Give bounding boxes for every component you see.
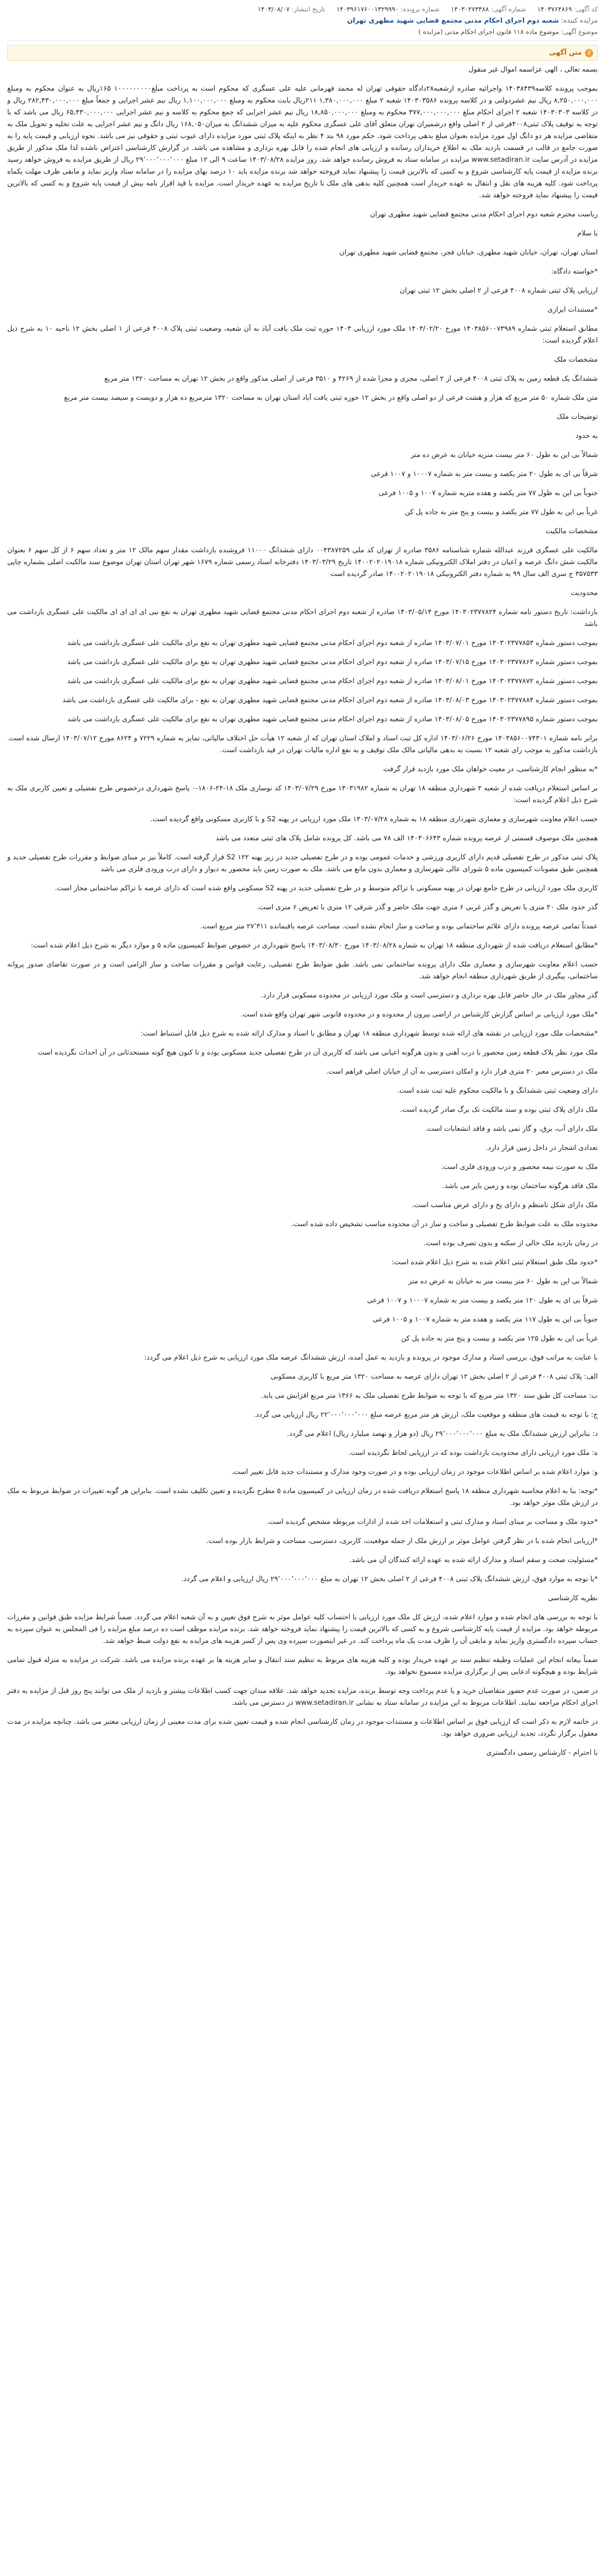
ad-paragraph: *به منظور انجام کارشناسی، در معیت خواهان ملک مورد بازدید قرار گرفت: [383, 765, 598, 773]
ad-paragraph: جنوباً بی این به طول ۷۷ متر یکصد و هفده متریه شماره ۱۰۰۷ و ۱۰۰۵ فرعی: [378, 489, 598, 497]
ad-paragraph: شرقاً بی ای به طول ۱۲۰ متر یکصد و بیست متر به شماره ۱۰۰۰۷ و ۱۰۰۷ فرعی: [367, 1296, 598, 1304]
ad-paragraph: بازداشت: تاریخ دستور نامه شماره ۱۴۰۳۰۲۳۷۷۸۲۴ مورخ ۱۴۰۳/۰۵/۱۴ صادره از شعبه دوم اجرای احکام مدنی مجتمع قضایی شهید مطهری تهران به نفع نبی ای ای ای ای مالکیت علی عسگری بازداشت می باشد: [7, 608, 598, 628]
ad-paragraph: ملک دارای آب، برق، و گاز نمی باشد و فاقد انشعابات است.: [425, 1125, 598, 1133]
ad-text-section-title: متن آگهی: [549, 49, 582, 57]
ad-text-body: [7, 64, 598, 1759]
ad-paragraph: بر اساس استعلام دریافت شده از شعبه ۲ شهرداری منطقه ۱۸ تهران به شماره ۱۴۰۳۱۹۸۲ مورخ ۱۴۰۳/۰۷/۲۹ کد نوسازی ملک ۱۸-۲۴-۱۸۰۶-۰ پاسخ شهرداری درخصوص طرح تفضیلی و تعیین کاربری ملک به شرح ذیل اعلام گردیده است:: [7, 784, 598, 804]
ad-paragraph: شمالاً بی این به طول ۶۰ متر بیست متر به خیابان به عرض ده متر: [408, 1277, 598, 1285]
ad-paragraph: *مسئولیت صحت و سقم اسناد و مدارک ارائه شده به عهده ارائه کنندگان آن می باشد.: [349, 1556, 598, 1564]
ad-paragraph: *ملک مورد ارزیابی بر اساس گزارش کارشناس در اراضی بیرون از محدوده و در محدوده قانونی شهر تهران واقع شده است.: [240, 1010, 598, 1019]
ad-meta-row: [7, 4, 598, 14]
info-icon: i: [585, 49, 593, 57]
ad-paragraph: د: بنابراین ارزش ششدانگ ملک به مبلغ ۲۹٬۰۰۰٬۰۰۰٬۰۰۰ ریال (دو هزار و نهصد میلیارد ریال) اعلام می گردد.: [287, 1430, 598, 1438]
ad-paragraph: در ضمن، در صورت عدم حضور متقاضیان خرید و یا عدم پرداخت وجه توسط برنده، مزایده تجدید خواهد شد. علاقه مندان جهت کسب اطلاعات بیشتر و بازدید از ملک می توانند پنج روز قبل از مزایده به دفتر اجرای احکام مراجعه نمایند. اطلاعات مربوط به این مزایده در سامانه ستاد به نشانی www.setadiran.ir در دسترس می باشد.: [7, 1687, 598, 1707]
ad-paragraph: *حدود ملک و مساحت بر مبنای اسناد و مدارک ثبتی و استعلامات اخذ شده از ادارات مربوطه مشخص گردیده است.: [266, 1518, 598, 1526]
ad-paragraph: همچنین ملک موصوف قسمتی از عرصه پرونده شماره ۱۴۰۳۰۶۶۴۳ الف ۷۸ می باشد. کل پرونده شامل پلاک های ثبتی متعدد می باشد: [215, 834, 598, 842]
ad-paragraph: شرقاً بی ای به طول ۲۰ متر یکصد و بیست متر به شماره ۱۰۰۰۷ و ۱۰۰۷ فرعی: [371, 470, 598, 478]
ad-paragraph: بموجب دستور شماره ۱۴۰۳۰۲۳۷۷۸۵۳ مورخ ۱۴۰۳/۰۷/۰۱ صادره از شعبه دوم اجرای احکام مدنی مجتمع قضایی شهید مطهری تهران به نفع برای مالکیت علی عسگری بازداشت می باشد: [67, 639, 598, 647]
ad-paragraph: *توجه: بنا به اعلام محاسبه شهرداری منطقه ۱۸ پاسخ استعلام دریافت شده در زمان ارزیابی در کمیسیون ماده ۵ مطرح نگردیده و تعیین تکلیف نشده است. بنابراین هر گونه تغییرات در ضوابط مربوط به ملک در ارزش ملک موثر خواهد بود.: [7, 1487, 598, 1507]
ad-paragraph: *ارزیابی انجام شده با در نظر گرفتن عوامل موثر بر ارزش ملک از جمله موقعیت، کاربری، دسترسی، مساحت و شرایط بازار بوده است.: [206, 1537, 598, 1545]
tender-number-label: شماره پرونده:: [400, 5, 440, 13]
ad-paragraph: الف: پلاک ثبتی ۴۰۰۸ فرعی از ۲ اصلی بخش ۱۲ تهران دارای عرصه به مساحت ۱۳۲۰ متر مربع با کاربری مسکونی: [271, 1372, 598, 1381]
ad-paragraph: ملک در دسترس معبر ۲۰ متری قرار دارد و امکان دسترسی به آن از خیابان اصلی فراهم است.: [326, 1067, 598, 1076]
ad-paragraph: به حدود: [575, 432, 598, 440]
ad-paragraph: بموجب دستور شماره ۱۴۰۳۰۲۳۷۷۸۶۳ مورخ ۱۴۰۳/۰۷/۱۵ صادره از شعبه دوم اجرای احکام مدنی مجتمع قضایی شهید مطهری تهران به نفع برای مالکیت علی عسگری بازداشت می باشد: [67, 658, 598, 666]
ad-title-row: [7, 15, 598, 27]
ad-number-value: ۱۴۰۳۰۲۷۳۳۸۸: [450, 5, 489, 13]
ad-paragraph: ملک دارای شکل نامنظم و دارای پخ و دارای عرض مناسب است.: [412, 1201, 598, 1209]
ad-paragraph: ملک مورد نظر پلاک قطعه زمین محصور با درب آهنی و بدون هرگونه اعیانی می باشد که کاربری آن در طرح تفصیلی جدید مسکونی بوده و تا کنون هیچ گونه مستحدثاتی در آن احداث نگردیده است: [38, 1048, 598, 1057]
ad-paragraph: کاربری ملک مورد ارزیابی در طرح جامع تهران در پهنه مسکونی با تراکم متوسط و در طرح تفصیلی جدید در پهنه S2 مسکونی واقع شده است که دارای عرصه با تراکم ساختمانی مجاز است.: [55, 884, 598, 892]
tender-number: [337, 4, 440, 14]
ad-paragraph: محدودیت: [570, 589, 598, 597]
ad-number-label: شماره آگهی:: [491, 5, 526, 13]
ad-paragraph: گذر حدود ملک ۲۰ متری با تعریض و گذر غربی ۶ متری جهت ملک حاضر و گذر شرقی ۱۲ متری با تعریض ۶ متری است.: [256, 903, 598, 911]
ad-paragraph: بسمه تعالی ، الهی عزاسمه اموال غیر منقول: [468, 65, 598, 74]
ad-paragraph: ضمناً بیعانه انجام این عملیات وظیفه تنظیم سند بر عهده خریدار بوده و کلیه هزینه های مربوط به تنظیم سند انتقال و سایر هزینه ها بر عهده برنده مزایده می باشد. شرکت در مزایده به منزله قبول تمامی شرایط بوده و هیچگونه ادعایی پس از برگزاری مزایده مسموع نخواهد بود.: [7, 1656, 598, 1676]
ad-paragraph: در زمان بازدید ملک خالی از سکنه و بدون تصرف بوده است.: [424, 1239, 598, 1247]
ad-paragraph: ه: ملک مورد ارزیابی دارای محدودیت بازداشت بوده که در ارزیابی لحاظ نگردیده است.: [348, 1449, 598, 1457]
ad-paragraph: مالکیت علی عسگری فرزند عبدالله شماره شناسنامه ۳۵۸۶ صادره از تهران کد ملی ۰۰۴۳۸۷۲۵۹ دارای ششدانگ ۱۱۰۰۰ فروشنده بازداشت مقدار سهم مالک ۱۲ متر و تعداد سهم ۶ از کل سهم ۶ بعنوان مالکیت شش دانگ عرصه و اعیان در دفتر املاک الکترونیکی شماره ۱۴۰۰۲۰۲۰۱۹۰۱۸ تاریخ ۱۴۰۳/۰۳/۲۹ دفترخانه اسناد رسمی شماره ۱۶۷۹ شهر تهران استان تهران موضوع سند مالکیت اصلی بشماره چاپی ۳۵۷۵۳۳ ج سری الف سال ۹۹ به شماره دفتر الکترونیکی ۱۴۰۰۲۰۲۰۱۹۰۱۸ صادر گردیده است: [7, 546, 598, 578]
ad-paragraph: ج: با توجه به قیمت های منطقه و موقعیت ملک، ارزش هر متر مربع عرصه مبلغ ۲۲٬۰۰۰٬۰۰۰٬۰۰۰ ریال ارزیابی می گردد.: [254, 1411, 598, 1419]
ad-paragraph: مشخصات مالکیت: [545, 527, 598, 535]
ad-paragraph: پلاک ثبتی مذکور در طرح تفصیلی قدیم دارای کاربری ورزشی و خدمات عمومی بوده و در طرح تفصیلی جدید در زیر پهنه S2 ۱۲۲ قرار گرفته است. کاملاً نیز بر مبنای ضوابط و مقررات طرح تفصیلی جدید و همچنین طبق مصوبات کمیسیون ماده ۵ شورای عالی شهرسازی و معماری بدون مانع می باشد. ملک به صورت زمین باید محصور به دیوار و دارای درب ورودی فلزی می باشد: [7, 853, 598, 873]
ad-paragraph: حسب اعلام معاونت شهرسازی و معماری شهرداری منطقه ۱۸ به شماره ۱۴۰۳/۰۷/۲۸ ملک مورد ارزیابی در پهنه S2 و با کاربری مسکونی واقع گردیده است.: [150, 815, 598, 823]
ad-code-label: کد آگهی:: [574, 5, 598, 13]
ad-paragraph: مشخصات ملک: [554, 355, 598, 364]
ad-paragraph: استان تهران، تهران، خیابان شهید مطهری، خیابان فجر، مجتمع قضایی شهید مطهری تهران: [339, 248, 598, 257]
ad-paragraph: با عنایت به مراتب فوق، بررسی اسناد و مدارک موجود در پرونده و بازدید به عمل آمده، ارزش ششدانگ عرصه ملک مورد ارزیابی به شرح ذیل اعلام می گردد:: [144, 1353, 598, 1362]
ad-title[interactable]: شعبه دوم اجرای احکام مدنی مجتمع قضایی شهید مطهری تهران: [347, 17, 559, 25]
ad-paragraph: دارای وضعیت ثبتی ششدانگ و با مالکیت محکوم علیه ثبت شده است.: [397, 1087, 598, 1095]
ad-paragraph: مطابق استعلام ثبتی شماره ۱۴۰۳۸۵۶۰۰۷۳۹۸۹ مورخ ۱۴۰۳/۰۲/۲۰ ملک مورد ارزیابی ۱۴۰۳ حوزه ثبت ملک یافت آباد به آن شعبه، وضعیت ثبتی پلاک ۴۰۰۸ فرعی از ۱ اصلی بخش ۱۲ ناحیه ۱۰ به شرح ذیل اعلام گردیده است:: [7, 325, 598, 345]
ad-paragraph: بموجب دستور شماره ۱۴۰۳۰۲۳۷۷۸۸۴ مورخ ۱۴۰۳/۰۸/۰۳ صادره از شعبه دوم اجرای احکام مدنی مجتمع قضایی شهید مطهری تهران به نفع - برای مالکیت علی عسگری بازداشت می باشد: [62, 696, 598, 704]
ad-paragraph: برابر نامه شماره ۱۴۰۳۸۵۶۰۰۷۴۳۰۱ مورخ ۱۴۰۳/۰۶/۲۶ اداره کل ثبت اسناد و املاک استان تهران که از شعبه ۱۲ هیأت حل اختلاف مالیاتی، تمایز به شماره ۷۲۲۹ و ۸۶۲۴ مورخ ۱۴۰۳/۰۷/۱۲ ارسال شده است. بازداشت مذکور به موجب رای شعبه ۱۲ نسبت به بدهی مالیاتی مالک ملک توقیف و به نفع اداره مالیات تهران در قید بازداشت است.: [7, 734, 598, 754]
tender-number-value: ۱۴۰۳۹۶۱۷۶۰۰۱۳۲۹۹۹۰: [336, 5, 399, 13]
ad-code: [537, 4, 598, 14]
ad-subject-label: موضوع آگهی:: [561, 28, 598, 36]
ad-paragraph: ملک به صورت نیمه محصور و درب ورودی فلزی است.: [441, 1163, 598, 1171]
ad-paragraph: محدوده ملک به علت ضوابط طرح تفصیلی و ساخت و ساز در آن محدوده مناسب تشخیص داده شده است.: [291, 1220, 598, 1228]
ad-paragraph: جنوباً بی این به طول ۱۱۷ متر یکصد و هفده متر به شماره ۱۰۰۷ و ۱۰۰۵ فرعی: [373, 1315, 598, 1324]
publish-date: [258, 4, 325, 14]
ad-paragraph: ریاست محترم شعبه دوم اجرای احکام مدنی مجتمع قضایی شهید مطهری تهران: [370, 210, 598, 218]
ad-paragraph: عمدتاً تمامی عرصه پرونده دارای علائم ساختمانی بوده و ساخت و ساز انجام نشده است. مساحت عرصه باقیمانده ۲۷٬۳۱۱ متر مربع است.: [200, 922, 598, 930]
ad-paragraph: *مطابق استعلام دریافت شده از شهرداری منطقه ۱۸ تهران به شماره ۱۴۰۳/۰۸/۲۸ مورخ ۱۴۰۳/۰۸/۳۰ پاسخ شهرداری در خصوص ضوابط کمیسیون ماده ۵ و موارد دیگر به شرح ذیل اعلام شده است:: [30, 941, 598, 950]
ad-paragraph: غرباً بی این به طول ۷۷ متر یکصد و بیست و پنج متر به جاده پل کن: [405, 508, 598, 516]
ad-paragraph: ششدانگ یک قطعه زمین به پلاک ثبتی ۴۰۰۸ فرعی از ۲ اصلی، مجزی و مجزا شده از ۴۲۶۹ و ۳۵۱۰ فرعی از اصلی مذکور واقع در بخش ۱۲ تهران به مساحت ۱۳۲۰ متر مربع: [104, 375, 598, 383]
publish-date-value: ۱۴۰۳/۰۸/۰۷: [257, 5, 290, 13]
ad-paragraph: با احترام - کارشناس رسمی دادگستری: [486, 1749, 598, 1757]
ad-paragraph: *خواسته دادگاه:: [551, 267, 598, 276]
ad-paragraph: بموجب پرونده کلاسه۱۴۰۳۸۴۳۹ واجرائیه صادره ازشعبه۲۸دادگاه حقوقی تهران له محمد قهرمانی علیه علی عسگری که محکوم است به پرداخت مبلغ۱۰۰۰۰۰۰۰۰۰ ۱۶۵ریال به عنوان محکوم به ومبلغ ۸,۲۵۰,۰۰۰,۰۰۰ ریال نیم عشردولتی و در کلاسه پرونده ۱۴۰۳۰۳۵۸۶ شعبه ۲ مبلغ ۱,۳۸۰,۰۰۰,۰۰۰ ۲۱۱ریال بابت محکوم به ومبلغ ۱,۱۰۰,۰۰۰,۰۰۰ ریال نیم عشر اجرایی و جمعاً مبلغ ۲۸۲,۴۳۰,۰۰۰,۰۰۰ ریال و در کلاسه ۱۴۰۳۰۳۰۳ شعبه ۲ اجرای احکام مبلغ ۳۷۷,۰۰۰,۰۰۰,۰۰۰ محکوم به ومبلغ ۱۸,۸۵۰,۰۰۰,۰۰۰ ریال نیم عشر اجرایی که جمع محکوم به کلاسه و نیم عشر اجرایی ۶۵,۴۳۰,۰۰۰,۰۰۰ ریال می باشد که با توجه به توقیف پلاک ثبتی۴۰۰۸فرعی از ۲ اصلی واقع درشمیران تهران متعلق آقای علی عسگری محکوم علیه به میزان ششدانگ به میزان۱۶۸,۰۵۰ ریال دانگ و نیم عشر اجرایی به علت تخلیه و تحویل ملک به متقاضی مزایده هر دو دانگ اول مورد مزایده بعنوان مبلغ بدهی پرداخت شود. حکم مورد ۹۸ بند ۴ نظر به اینکه پلاک ثبتی مورد مزایده دارای عیوب ثبتی و حقوقی نیز می باشد. نحوه ارزیابی و قیمت پایه را به صورت جامع در قالب در قسمت بازدید ملک به اطلاع خریداران رسانده و ارزیابی های انجام شده را قابل بهره برداری و مشاهده می باشد. در گزارش کارشناسی اعتراض ناشده لذا ملک مذکور از طریق مزایده در آدرس سایت www.setadiran.ir مزایده در سامانه ستاد به فروش رسانده خواهد شد. روز مزایده ۱۴۰۳/۰۸/۲۸ ساعت ۹ الی ۱۲ مبلغ ۲۹٬۰۰۰٬۰۰۰٬۰۰۰ ریال از طریق مزایده به فروش خواهد رسید برنده مزایده از قیمت پایه کارشناسی شروع و به کسی که بالاترین قیمت را پیشنهاد نماید فروخته خواهد شد برنده مزایده باید ۱۰ درصد بهای مزایده را در سامانه ستاد واریز نماید و مابقی ظرف مهلت یکماه پرداخت شود. کلیه هزینه های نقل و انتقال به عهده خریدار است همچنین کلیه بدهی های ملک تا تاریخ مزایده به عهده خریدار است. مزایده با قید اقرار نامه بیش از قیمت پایه شروع و به کسی که بالاترین قیمت را پیشنهاد نماید فروخته خواهد شد.: [7, 84, 598, 199]
ad-paragraph: نظریه کارشناسی: [548, 1594, 598, 1602]
ad-paragraph: ب: مساحت کل طبق سند ۱۳۲۰ متر مربع که با توجه به ضوابط طرح تفصیلی ملک به ۱۳۶۶ متر مربع افزایش می یابد.: [261, 1392, 598, 1400]
ad-paragraph: *با توجه به موارد فوق، ارزش ششدانگ پلاک ثبتی ۴۰۰۸ فرعی از ۲ اصلی بخش ۱۲ تهران به مبلغ ۲۹٬۰۰۰٬۰۰۰٬۰۰۰ ریال ارزیابی و اعلام می گردد.: [181, 1575, 598, 1583]
ad-paragraph: توضیحات ملک: [557, 413, 598, 421]
ad-number: [451, 4, 526, 14]
ad-paragraph: با توجه به بررسی های انجام شده و موارد اعلام شده، ارزش کل ملک مورد ارزیابی با احتساب کلیه عوامل موثر به شرح فوق تعیین و به آن شعبه اعلام می گردد. ضمناً شرایط مزایده طبق قوانین و مقررات مربوطه خواهد بود. مزایده از قیمت پایه کارشناسی شروع و به کسی که بالاترین قیمت را پیشنهاد نماید فروخته خواهد شد. برنده مزایده موظف است ده درصد مبلغ مزایده را فی المجلس به عنوان سپرده به حساب سپرده دادگستری واریز نماید و مابقی آن را ظرف مدت یک ماه پرداخت کند. در غیر اینصورت سپرده وی پس از کسر هزینه های مزایده به نفع دولت ضبط خواهد شد.: [7, 1613, 598, 1645]
ad-paragraph: *حدود ملک طبق استعلام ثبتی اعلام شده به شرح ذیل اعلام شده است:: [392, 1258, 598, 1266]
ad-paragraph: ارزیابی پلاک ثبتی شماره ۴۰۰۸ فرعی از ۲ اصلی بخش ۱۲ ثبتی تهران: [399, 286, 598, 295]
publish-date-label: تاریخ انتشار:: [291, 5, 325, 13]
ad-paragraph: *مستندات ابرازی: [547, 306, 598, 314]
ad-paragraph: حسب اعلام معاونت شهرسازی و معماری ملک دارای پرونده ساختمانی نمی باشد. طبق ضوابط طرح تفصیلی، رعایت قوانین و مقررات ساخت و ساز الزامی است و در صورت تقاضای صدور پروانه ساختمانی، پیگیری از طریق شهرداری منطقه انجام خواهد شد.: [7, 960, 598, 980]
ad-paragraph: *مشخصات ملک مورد ارزیابی در نقشه های ارائه شده توسط شهرداری منطقه ۱۸ تهران و مطابق با اسناد و مدارک ارائه شده به شرح ذیل قابل استنباط است:: [140, 1029, 598, 1038]
ad-subject-row: [7, 27, 598, 37]
ad-header: [7, 4, 598, 41]
ad-paragraph: بموجب دستور شماره ۱۴۰۳۰۲۳۷۷۸۷۲ مورخ ۱۴۰۳/۰۸/۰۱ صادره از شعبه دوم اجرای احکام مدنی مجتمع قضایی شهید مطهری تهران به نفع برای مالکیت علی عسگری بازداشت می باشد: [67, 677, 598, 685]
ad-paragraph: گذر مجاور ملک در حال حاضر قابل بهره برداری و دسترسی است و ملک مورد ارزیابی در محدوده مسکونی قرار دارد.: [261, 991, 598, 999]
ad-paragraph: ملک فاقد هرگونه ساختمان بوده و زمین بایر می باشد.: [442, 1182, 598, 1190]
ad-paragraph: شمالاً بی این به طول ۶۰ متر بیست متریه خیابان به عرض ده متر: [410, 451, 598, 459]
ad-subject: موضوع ماده ۱۱۸ قانون اجرای احکام مدنی (مزایده ): [418, 28, 559, 36]
ad-text-section-header: [7, 45, 598, 61]
ad-paragraph: متن ملک شماره ۵۰ متر مربع که هزار و هشت فرعی از دو اصلی واقع در بخش ۱۲ حوزه ثبتی یافت آباد استان تهران به مساحت ۱۳۲۰ مترمربع ده هزار و دویست و سیصد بیست متر مربع: [64, 394, 598, 402]
ad-paragraph: غرباً بی این به طول ۱۲۵ متر یکصد و بیست و پنج متر به جاده پل کن: [401, 1334, 598, 1343]
ad-title-label: مزایده کننده:: [561, 17, 598, 25]
ad-paragraph: بموجب دستور شماره ۱۴۰۳۰۲۳۷۷۸۹۵ مورخ ۱۴۰۳/۰۸/۰۵ صادره از شعبه دوم اجرای احکام مدنی مجتمع قضایی شهید مطهری تهران به نفع برای مالکیت علی عسگری بازداشت می باشد: [67, 715, 598, 723]
ad-paragraph: ملک دارای پلاک ثبتی بوده و سند مالکیت تک برگ صادر گردیده است.: [400, 1106, 598, 1114]
ad-paragraph: تعدادی اشجار در داخل زمین قرار دارد.: [485, 1144, 598, 1152]
ad-paragraph: با سلام: [577, 229, 598, 238]
ad-paragraph: در خاتمه لازم به ذکر است که ارزیابی فوق بر اساس اطلاعات و مستندات موجود در زمان کارشناسی انجام شده و قیمت تعیین شده برای مدت معینی از زمان ارزیابی معتبر می باشد. چنانچه مزایده در مدت معقول برگزار نگردد، تجدید ارزیابی ضروری خواهد بود.: [7, 1718, 598, 1738]
ad-code-value: ۱۴۰۳۷۶۴۸۶۹: [537, 5, 572, 13]
ad-paragraph: و: موارد اعلام شده بر اساس اطلاعات موجود در زمان ارزیابی بوده و در صورت وجود مدارک و مستندات جدید قابل تغییر است.: [231, 1468, 598, 1476]
